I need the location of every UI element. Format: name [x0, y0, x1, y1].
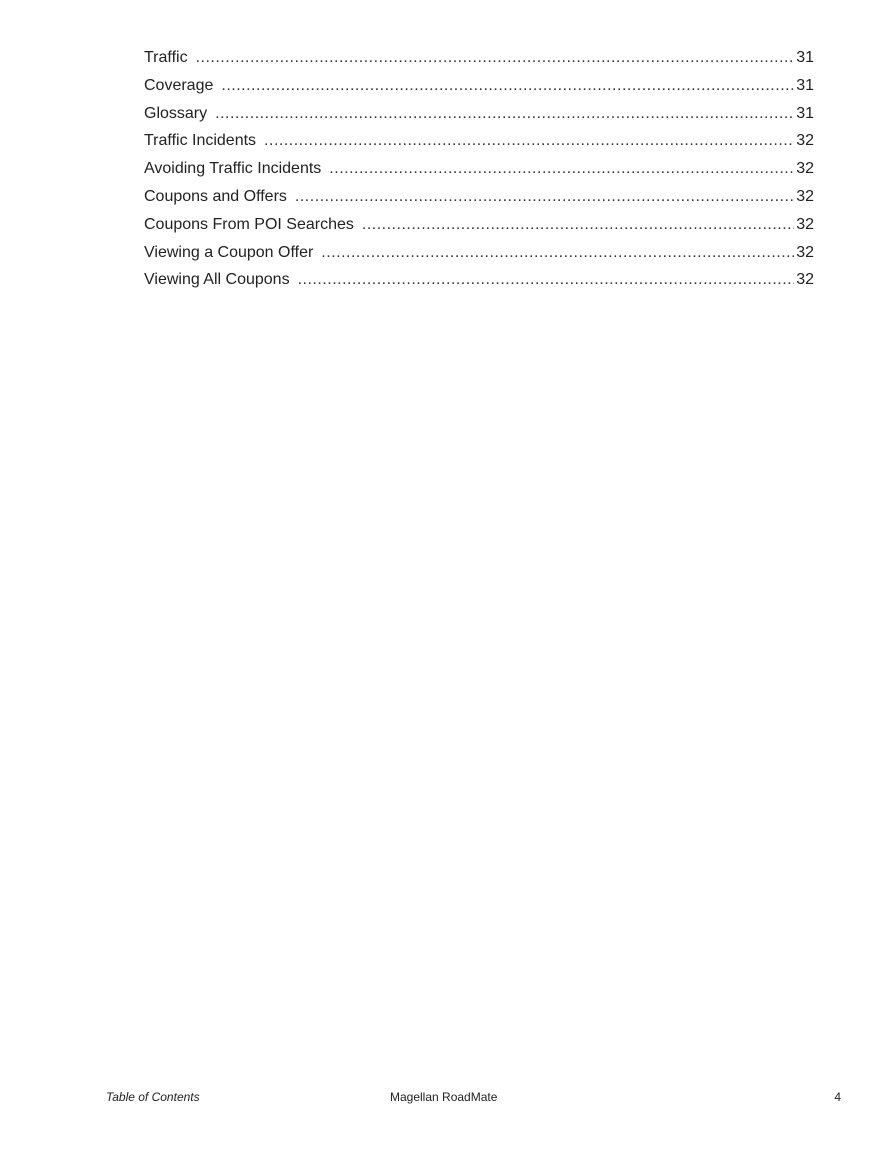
- footer-section-title: Table of Contents: [106, 1090, 200, 1104]
- toc-entry-page: 31: [796, 104, 814, 122]
- toc-entry-page: 32: [796, 243, 814, 261]
- toc-dot-leader: [196, 44, 795, 72]
- toc-entry-title: Avoiding Traffic Incidents: [144, 160, 322, 178]
- toc-entry-page: 32: [796, 132, 814, 150]
- toc-entry-traffic[interactable]: [144, 44, 814, 72]
- footer-product-name: Magellan RoadMate: [390, 1090, 498, 1104]
- toc-entry-page: 32: [796, 271, 814, 289]
- toc-entry-title: Coupons From POI Searches: [144, 215, 354, 233]
- toc-entry-coupons-from-poi-searches[interactable]: [144, 211, 814, 239]
- toc-entry-glossary[interactable]: [144, 100, 814, 128]
- toc-entry-coupons-and-offers[interactable]: [144, 183, 814, 211]
- toc-entry-traffic-incidents[interactable]: [144, 127, 814, 155]
- toc-dot-leader: [362, 211, 794, 239]
- toc-dot-leader: [298, 266, 795, 294]
- toc-entry-viewing-all-coupons[interactable]: [144, 266, 814, 294]
- toc-dot-leader: [295, 183, 794, 211]
- toc-entry-page: 31: [796, 76, 814, 94]
- toc-entry-title: Traffic Incidents: [144, 132, 257, 150]
- page-footer: [106, 1088, 841, 1106]
- toc-entry-title: Traffic: [144, 49, 188, 66]
- toc-entry-page: 32: [796, 215, 814, 233]
- toc-dot-leader: [221, 72, 794, 100]
- toc-entry-avoiding-traffic-incidents[interactable]: [144, 155, 814, 183]
- toc-entry-page: 31: [796, 49, 814, 66]
- toc-entry-title: Coverage: [144, 76, 214, 94]
- toc-dot-leader: [264, 127, 794, 155]
- toc-entry-title: Coupons and Offers: [144, 187, 287, 205]
- toc-entry-coverage[interactable]: [144, 72, 814, 100]
- table-of-contents: [144, 44, 814, 294]
- toc-entry-title: Viewing All Coupons: [144, 271, 290, 289]
- toc-dot-leader: [329, 155, 794, 183]
- toc-dot-leader: [321, 239, 794, 267]
- toc-entry-viewing-a-coupon-offer[interactable]: [144, 239, 814, 267]
- toc-entry-page: 32: [796, 160, 814, 178]
- toc-dot-leader: [215, 100, 794, 128]
- toc-entry-title: Glossary: [144, 104, 208, 122]
- toc-entry-title: Viewing a Coupon Offer: [144, 243, 314, 261]
- footer-page-number: 4: [834, 1090, 841, 1104]
- toc-entry-page: 32: [796, 187, 814, 205]
